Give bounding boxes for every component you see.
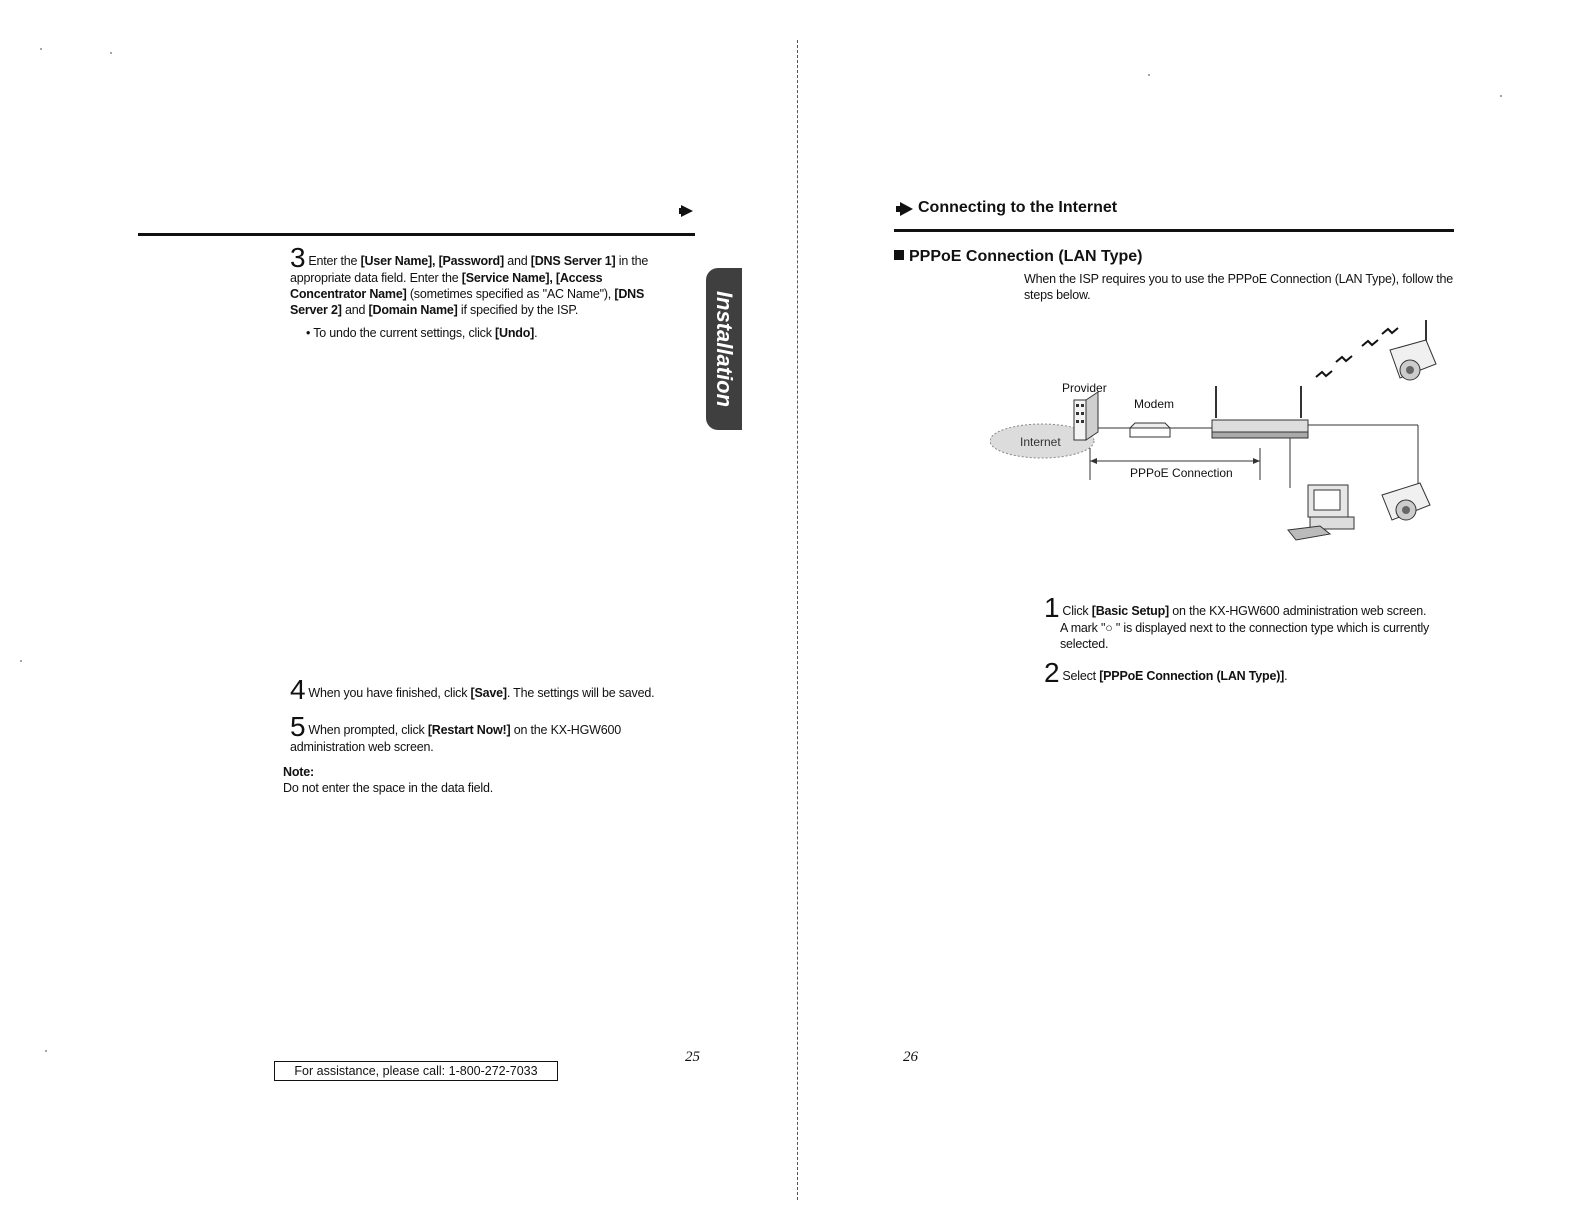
computer-icon [1288,485,1354,540]
scan-speck [20,660,22,662]
square-bullet-icon [894,250,904,260]
intro-text: When the ISP requires you to use the PPPoE Connection (LAN Type), follow the steps below. [1024,272,1454,302]
step-3: 3 Enter the [User Name], [Password] and [DNS Server 1] in the appropriate data field. Enter the [Service Name], [Access Concentrator Name] (sometimes specified as "AC Name"), [DNS Server 2] and [Domain Name] if specified by the ISP. [290,242,649,317]
provider-label: Provider [1062,381,1107,395]
header-rule [894,229,1454,232]
step-5: 5 When prompted, click [Restart Now!] on the KX-HGW600 administration web screen. [290,711,622,754]
step-number: 1 [1044,592,1060,623]
section-tab-label: Installation [712,290,737,408]
step-2: 2 Select [PPPoE Connection (LAN Type)]. [1044,657,1288,688]
pppoe-connection-label: PPPoE Connection [1130,466,1233,480]
step-number: 5 [290,711,306,742]
step-1: 1 Click [Basic Setup] on the KX-HGW600 administration web screen. A mark "○ " is displayed next to the connection type which is currently selected. [1044,592,1430,651]
note-text: Do not enter the space in the data field. [283,781,494,795]
scan-speck [45,1050,47,1052]
page-number: 25 [685,1049,700,1065]
note [283,764,663,796]
modem-icon [1130,423,1170,437]
scan-speck [1148,74,1150,76]
provider-building-icon [1074,392,1098,440]
modem-label: Modem [1134,397,1175,411]
right-arrow-icon [679,203,695,219]
right-arrow-icon [896,201,914,217]
page-number: 26 [903,1049,918,1065]
internet-label: Internet [1020,435,1061,449]
scan-speck [1500,95,1502,97]
section-title: Connecting to the Internet [918,199,1118,216]
assistance-box: For assistance, please call: 1-800-272-7033 [274,1061,558,1081]
page-fold [797,40,798,1200]
router-icon [1212,386,1308,438]
network-diagram [990,320,1460,565]
note-label: Note: [283,765,314,779]
step-number: 2 [1044,657,1060,688]
scan-speck [110,52,112,54]
section-tab [706,268,742,430]
scan-speck [40,48,42,50]
wireless-signal-icon [1316,328,1398,377]
step-number: 4 [290,674,306,705]
step-3-bullet: • To undo the current settings, click [Undo]. [306,326,538,340]
step-4: 4 When you have finished, click [Save]. The settings will be saved. [290,674,655,705]
subsection-title: PPPoE Connection (LAN Type) [894,248,1142,266]
network-camera-icon [1382,483,1430,520]
step-number: 3 [290,242,306,273]
header-rule [138,233,695,236]
mark-circle-icon: ○ [1105,621,1113,635]
